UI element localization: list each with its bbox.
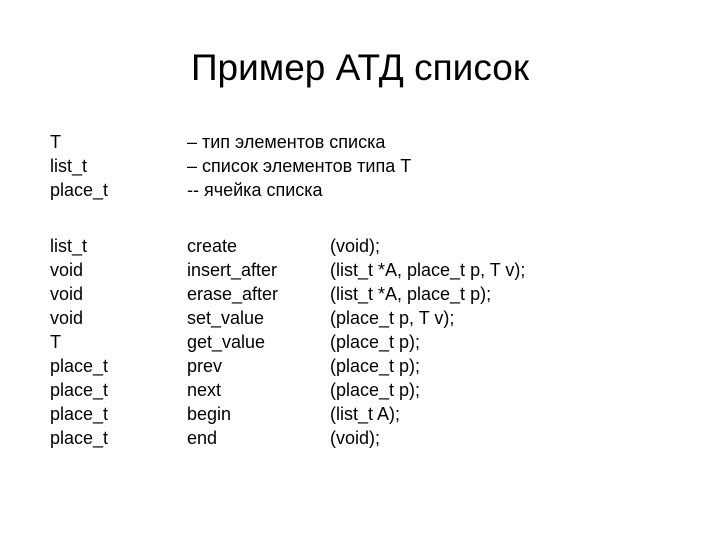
function-names-column: [187, 234, 278, 450]
function-return-type: list_t: [50, 236, 88, 256]
function-name: prev: [187, 356, 223, 376]
type-name: list_t: [50, 156, 88, 176]
function-return-type: void: [50, 308, 84, 328]
function-return-type: place_t: [50, 428, 109, 448]
function-name: create: [187, 236, 238, 256]
function-args-column: [330, 234, 525, 450]
function-name: begin: [187, 404, 232, 424]
function-args: (place_t p);: [330, 380, 421, 400]
type-name: place_t: [50, 180, 109, 200]
function-name: erase_after: [187, 284, 279, 304]
function-return-type: void: [50, 284, 84, 304]
function-args: (list_t A);: [330, 404, 401, 424]
type-description: – список элементов типа T: [187, 156, 412, 176]
function-name: insert_after: [187, 260, 278, 280]
function-args: (place_t p);: [330, 332, 421, 352]
function-args: (list_t *A, place_t p, T v);: [330, 260, 526, 280]
slide-title: Пример АТД список: [190, 47, 530, 88]
function-args: (place_t p);: [330, 356, 421, 376]
type-name: T: [50, 132, 61, 152]
function-name: next: [187, 380, 222, 400]
function-args: (void);: [330, 236, 381, 256]
function-args: (void);: [330, 428, 381, 448]
type-names-column: [50, 130, 108, 202]
type-description: – тип элементов списка: [187, 132, 386, 152]
function-name: get_value: [187, 332, 266, 352]
function-args: (list_t *A, place_t p);: [330, 284, 492, 304]
function-return-type: place_t: [50, 380, 109, 400]
function-return-type: place_t: [50, 356, 109, 376]
function-return-type: T: [50, 332, 61, 352]
function-args: (place_t p, T v);: [330, 308, 455, 328]
return-types-column: [50, 234, 108, 450]
type-descriptions-column: [187, 130, 411, 202]
function-name: set_value: [187, 308, 265, 328]
function-return-type: place_t: [50, 404, 109, 424]
function-return-type: void: [50, 260, 84, 280]
function-name: end: [187, 428, 218, 448]
type-description: -- ячейка списка: [187, 180, 323, 200]
